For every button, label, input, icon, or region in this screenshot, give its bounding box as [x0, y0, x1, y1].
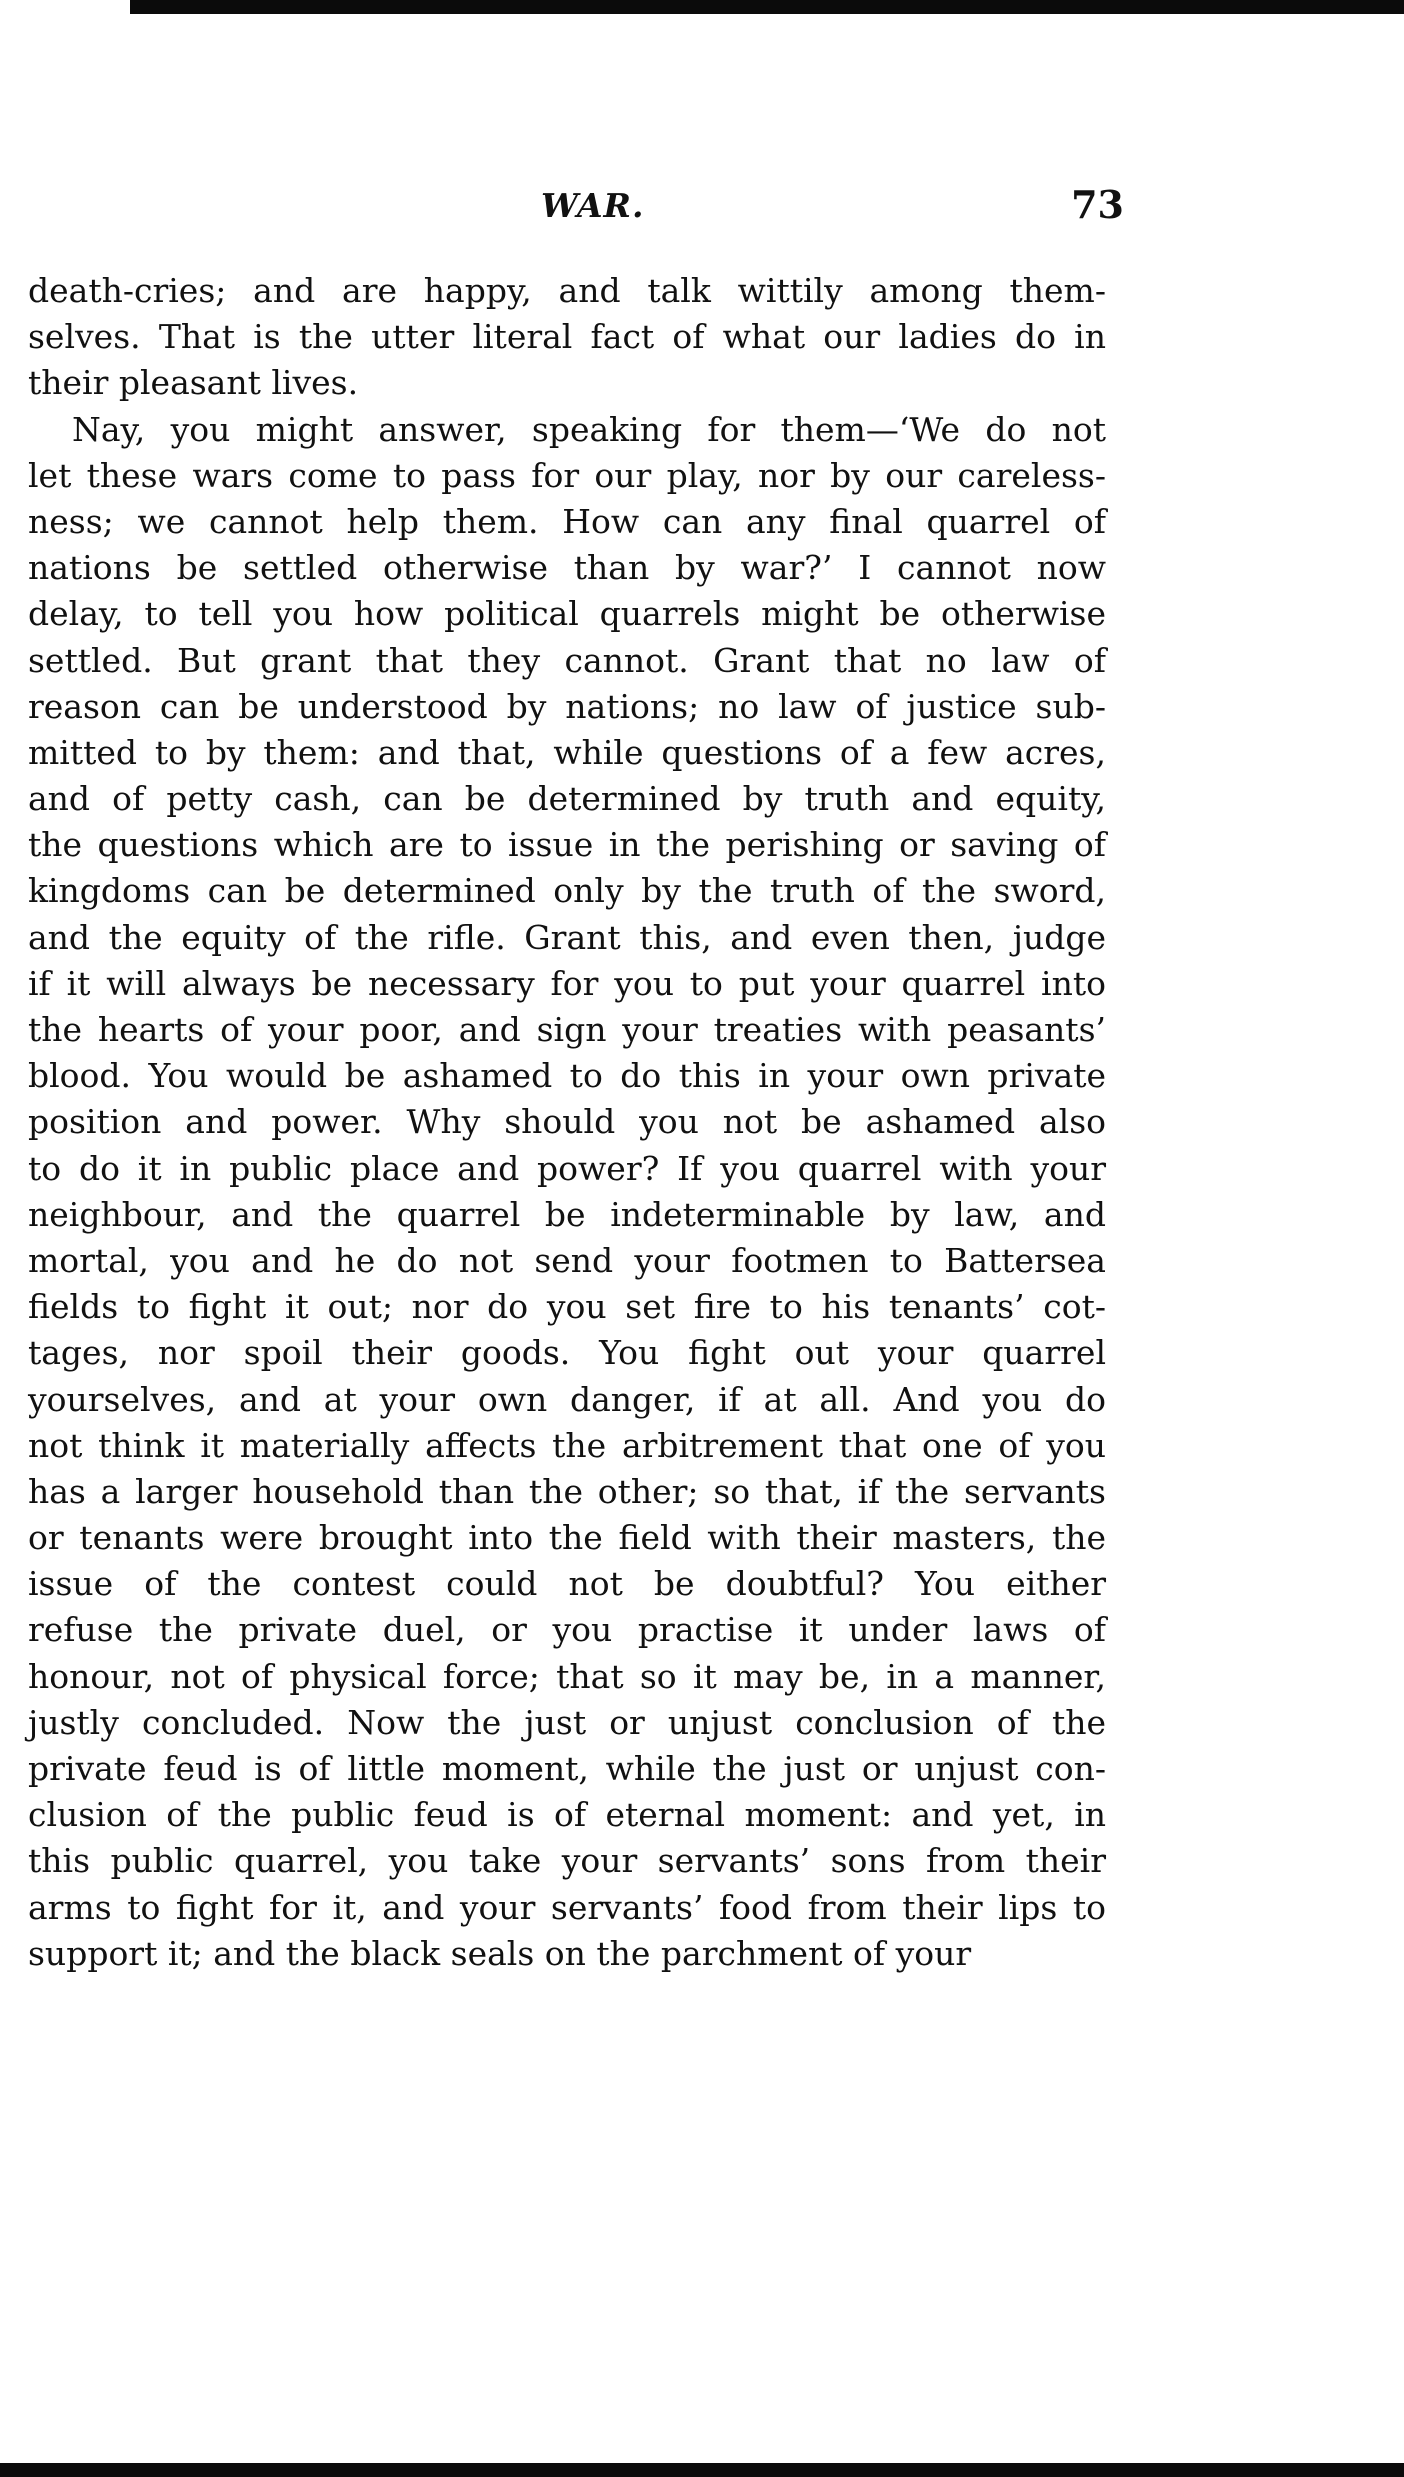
text-line: has a larger household than the other; so that, if the servants: [28, 1471, 1106, 1511]
text-line: settled. But grant that they cannot. Grant that no law of: [28, 640, 1106, 680]
text-line: refuse the private duel, or you practise it under laws of: [28, 1610, 1106, 1650]
text-line: and the equity of the rifle. Grant this, and even then, judge: [28, 917, 1106, 957]
text-line: this public quarrel, you take your servants’ sons from their: [28, 1841, 1106, 1881]
text-line: ness; we cannot help them. How can any final quarrel of: [28, 501, 1106, 541]
text-line: delay, to tell you how political quarrels might be otherwise: [28, 594, 1106, 634]
text-line: Nay, you might answer, speaking for them—‘We do not: [72, 409, 1106, 449]
page-number: 73: [1071, 182, 1124, 227]
text-line: tages, nor spoil their goods. You fight out your quarrel: [28, 1333, 1106, 1373]
text-line: the questions which are to issue in the perishing or saving of: [28, 825, 1106, 865]
text-line: support it; and the black seals on the parchment of your: [28, 1933, 972, 1973]
text-line: kingdoms can be determined only by the truth of the sword,: [28, 871, 1106, 911]
text-line: death-cries; and are happy, and talk wittily among them-: [28, 271, 1106, 310]
paragraph-2: [28, 407, 1106, 1977]
text-line: justly concluded. Now the just or unjust conclusion of the: [28, 1702, 1106, 1742]
text-line: private feud is of little moment, while the just or unjust con-: [28, 1749, 1106, 1788]
text-line: not think it materially affects the arbitrement that one of you: [28, 1425, 1106, 1465]
scan-bottom-border: [0, 2463, 1404, 2477]
text-line: nations be settled otherwise than by war?’ I cannot now: [28, 548, 1106, 588]
text-line: yourselves, and at your own danger, if at all. And you do: [28, 1379, 1106, 1419]
running-head-title: WAR.: [541, 186, 645, 225]
running-head: [26, 182, 1126, 236]
text-line: to do it in public place and power? If you quarrel with your: [28, 1148, 1106, 1188]
text-line: mortal, you and he do not send your footmen to Battersea: [28, 1240, 1106, 1280]
body-text: [28, 268, 1106, 1977]
text-line: if it will always be necessary for you to put your quarrel into: [28, 963, 1106, 1003]
paragraph-1: [28, 268, 1106, 407]
text-line: mitted to by them: and that, while questions of a few acres,: [28, 732, 1106, 772]
text-line: issue of the contest could not be doubtful? You either: [28, 1564, 1106, 1604]
text-line: selves. That is the utter literal fact of what our ladies do in: [28, 317, 1106, 357]
text-line: reason can be understood by nations; no law of justice sub-: [28, 686, 1106, 726]
text-line: honour, not of physical force; that so it may be, in a manner,: [28, 1656, 1106, 1696]
text-line: or tenants were brought into the field with their masters, the: [28, 1518, 1106, 1558]
text-line: position and power. Why should you not be ashamed also: [28, 1102, 1106, 1142]
text-line: clusion of the public feud is of eternal moment: and yet, in: [28, 1795, 1106, 1835]
text-line: fields to fight it out; nor do you set fire to his tenants’ cot-: [28, 1287, 1106, 1327]
text-line: the hearts of your poor, and sign your treaties with peasants’: [28, 1010, 1106, 1049]
text-line: their pleasant lives.: [28, 363, 359, 403]
scan-top-border: [130, 0, 1404, 14]
text-line: and of petty cash, can be determined by truth and equity,: [28, 779, 1106, 819]
text-line: let these wars come to pass for our play, nor by our careless-: [28, 455, 1106, 495]
text-line: arms to fight for it, and your servants’ food from their lips to: [28, 1887, 1106, 1927]
text-line: blood. You would be ashamed to do this in your own private: [28, 1056, 1106, 1096]
text-line: neighbour, and the quarrel be indeterminable by law, and: [28, 1194, 1106, 1234]
